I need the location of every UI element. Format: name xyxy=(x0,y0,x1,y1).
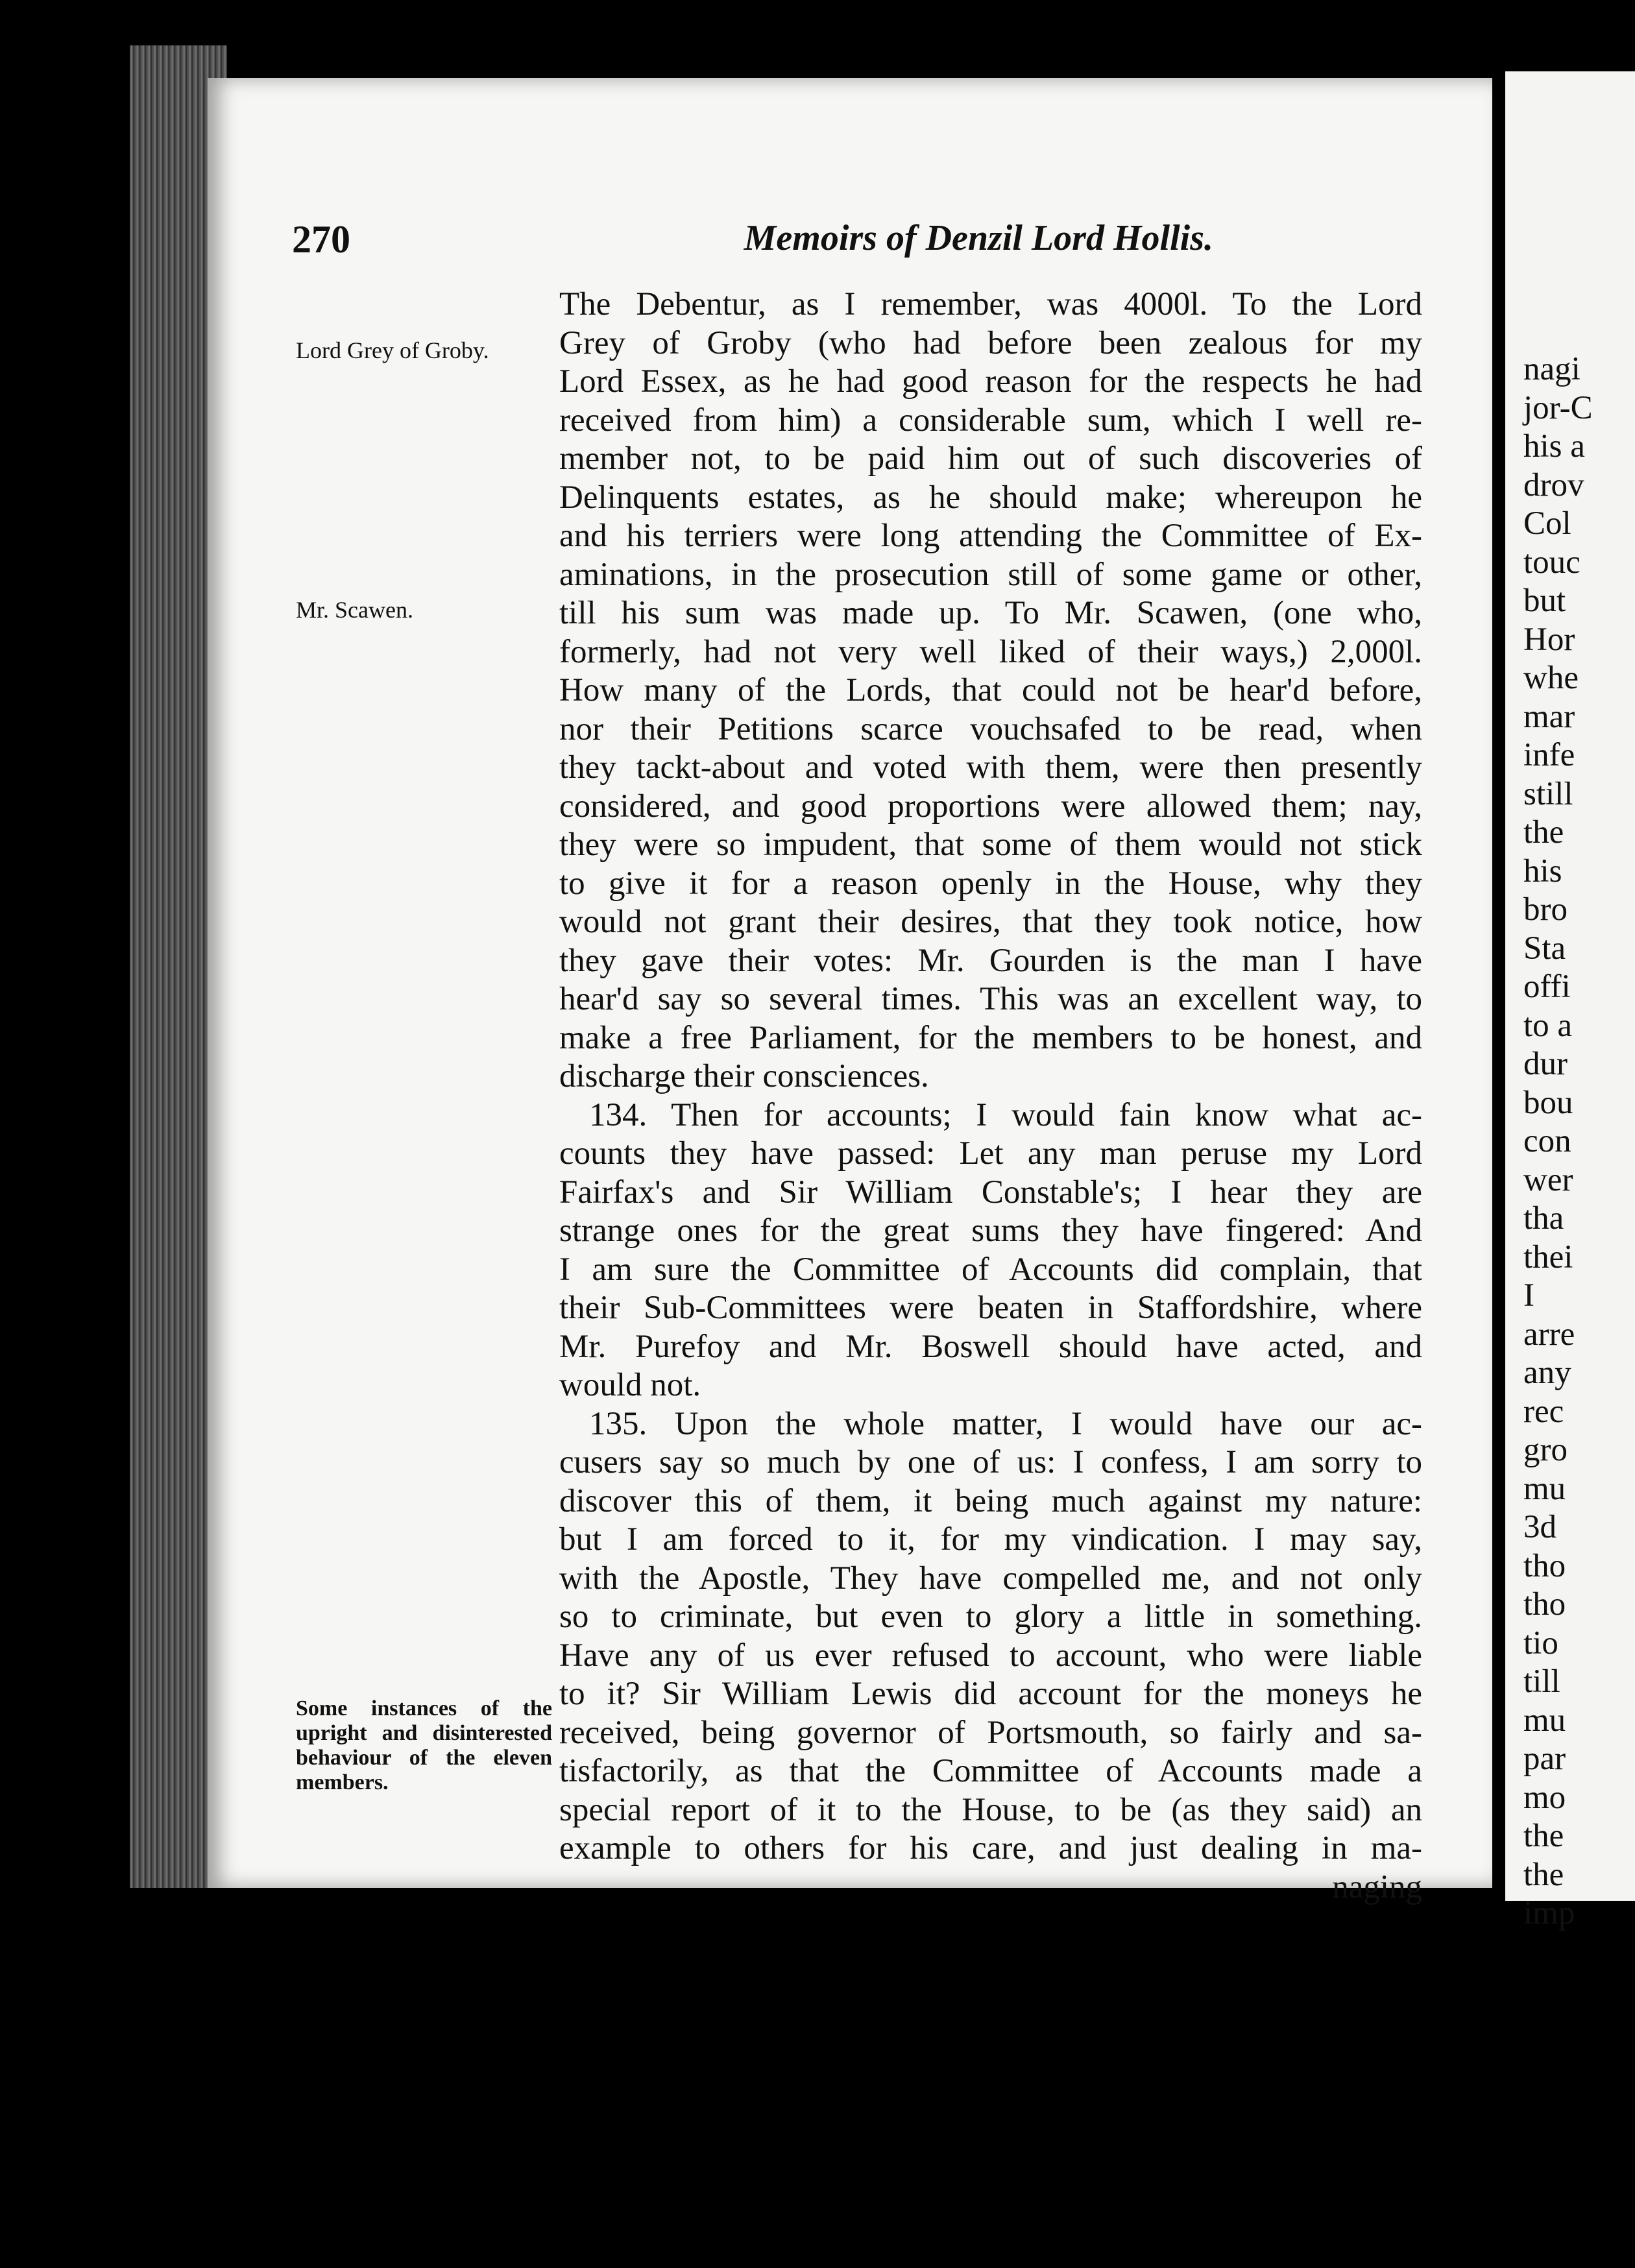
right-page-line: Col xyxy=(1523,505,1571,542)
body-line: discover this of them, it being much against my nature: xyxy=(559,1482,1422,1519)
body-line: 135. Upon the whole matter, I would have our ac- xyxy=(589,1405,1422,1442)
body-line: and his terriers were long attending the Committee of Ex- xyxy=(559,518,1422,554)
right-page-line: offi xyxy=(1523,969,1571,1005)
right-page-line: wer xyxy=(1523,1161,1573,1198)
right-page-line: mar xyxy=(1523,698,1575,735)
body-line: Have any of us ever refused to account, who were liable xyxy=(559,1637,1422,1674)
body-line: tisfactorily, as that the Committee of Accounts made a xyxy=(559,1753,1422,1789)
body-line: cusers say so much by one of us: I confess, I am sorry to xyxy=(559,1444,1422,1480)
body-line: with the Apostle, They have compelled me, and not only xyxy=(559,1560,1422,1597)
body-line: nor their Petitions scarce vouchsafed to be read, when xyxy=(559,710,1422,747)
body-line: till his sum was made up. To Mr. Scawen, (one who, xyxy=(559,595,1422,631)
right-page-line: par xyxy=(1523,1741,1566,1777)
right-page-line: infe xyxy=(1523,737,1575,773)
body-line: aminations, in the prosecution still of some game or other, xyxy=(559,556,1422,593)
right-page-line: mo xyxy=(1523,1779,1566,1816)
body-line: to give it for a reason openly in the House, why they xyxy=(559,865,1422,902)
right-page-line: tho xyxy=(1523,1586,1566,1623)
body-line: received from him) a considerable sum, which I well re- xyxy=(559,402,1422,439)
right-page-line: dur xyxy=(1523,1046,1568,1082)
body-line: Delinquents estates, as he should make; whereupon he xyxy=(559,479,1422,516)
right-page-line: mu xyxy=(1523,1470,1566,1507)
body-line: hear'd say so several times. This was an excellent way, to xyxy=(559,981,1422,1017)
right-page-line: imp xyxy=(1523,1895,1575,1931)
right-page-fragment xyxy=(1505,71,1635,1931)
body-line: 134. Then for accounts; I would fain know what ac- xyxy=(589,1096,1422,1133)
body-line: The Debentur, as I remember, was 4000l. To the Lord xyxy=(559,286,1422,322)
running-title: Memoirs of Denzil Lord Hollis. xyxy=(744,218,1213,258)
body-line: considered, and good proportions were allowed them; nay, xyxy=(559,788,1422,825)
side-note-lord-grey: Lord Grey of Groby. xyxy=(296,337,489,363)
side-note-eleven-members: Some instances of the upright and disinterested behaviour of the eleven members. xyxy=(296,1696,552,1794)
page-header xyxy=(292,217,1213,269)
body-line: strange ones for the great sums they have fingered: And xyxy=(559,1212,1422,1249)
right-page-line: the xyxy=(1523,1818,1564,1854)
right-page-line: tio xyxy=(1523,1624,1558,1661)
body-line: to it? Sir William Lewis did account for the moneys he xyxy=(559,1676,1422,1712)
right-page-line: his xyxy=(1523,852,1562,889)
right-page-line: tha xyxy=(1523,1200,1564,1237)
body-line: they gave their votes: Mr. Gourden is the man I have xyxy=(559,942,1422,979)
right-page-line: touc xyxy=(1523,544,1580,581)
body-line: How many of the Lords, that could not be hear'd before, xyxy=(559,672,1422,708)
body-line: their Sub-Committees were beaten in Staffordshire, where xyxy=(559,1290,1422,1326)
right-page-line: bro xyxy=(1523,891,1568,928)
body-line: received, being governor of Portsmouth, so fairly and sa- xyxy=(559,1714,1422,1751)
right-page-line: con xyxy=(1523,1123,1571,1159)
right-page-line: still xyxy=(1523,775,1573,812)
body-line: make a free Parliament, for the members to be honest, and xyxy=(559,1019,1422,1056)
body-line: Fairfax's and Sir William Constable's; I hear they are xyxy=(559,1174,1422,1211)
right-page-line: arre xyxy=(1523,1316,1575,1353)
body-text xyxy=(559,285,1422,1907)
body-line: Mr. Purefoy and Mr. Boswell should have acted, and xyxy=(559,1328,1422,1365)
right-page-line: the xyxy=(1523,814,1564,850)
page-number: 270 xyxy=(292,218,350,261)
right-page-line: the xyxy=(1523,1856,1564,1893)
body-line: example to others for his care, and just dealing in ma- xyxy=(559,1830,1422,1866)
body-line: member not, to be paid him out of such discoveries of xyxy=(559,440,1422,477)
body-line: counts they have passed: Let any man peruse my Lord xyxy=(559,1135,1422,1172)
right-page-line: bou xyxy=(1523,1084,1573,1121)
body-line: Lord Essex, as he had good reason for the respects he had xyxy=(559,363,1422,400)
body-line: Grey of Groby (who had before been zealous for my xyxy=(559,324,1422,361)
right-page-line: till xyxy=(1523,1663,1560,1700)
body-line: naging xyxy=(1332,1868,1422,1905)
right-page-line: Sta xyxy=(1523,930,1566,967)
right-page-line: whe xyxy=(1523,660,1579,696)
body-line: they were so impudent, that some of them would not stick xyxy=(559,826,1422,863)
body-line: they tackt-about and voted with them, were then presently xyxy=(559,749,1422,786)
right-page-line: tho xyxy=(1523,1547,1566,1584)
right-page-line: gro xyxy=(1523,1432,1568,1468)
body-line: but I am forced to it, for my vindication. I may say, xyxy=(559,1521,1422,1558)
right-page-line: drov xyxy=(1523,466,1584,503)
right-page-line: jor-C xyxy=(1523,389,1593,426)
body-line: special report of it to the House, to be (as they said) an xyxy=(559,1791,1422,1828)
right-page-line: thei xyxy=(1523,1238,1573,1275)
right-page-line: Hor xyxy=(1523,621,1575,658)
body-line: so to criminate, but even to glory a little in something. xyxy=(559,1598,1422,1635)
side-note-mr-scawen: Mr. Scawen. xyxy=(296,597,413,623)
right-page-line: but xyxy=(1523,583,1566,619)
body-line: would not. xyxy=(559,1367,701,1403)
right-page-line: I xyxy=(1523,1277,1534,1314)
right-page-line: nagi xyxy=(1523,351,1580,387)
right-page-line: his a xyxy=(1523,428,1585,464)
right-page-line: to a xyxy=(1523,1007,1573,1044)
right-page-line: 3d xyxy=(1523,1509,1556,1545)
body-line: formerly, had not very well liked of their ways,) 2,000l. xyxy=(559,633,1422,670)
body-line: I am sure the Committee of Accounts did complain, that xyxy=(559,1251,1422,1288)
right-page-line: any xyxy=(1523,1355,1571,1391)
body-line: would not grant their desires, that they took notice, how xyxy=(559,904,1422,940)
right-page-text xyxy=(1523,350,1593,1933)
right-page-line: rec xyxy=(1523,1393,1564,1430)
body-line: discharge their consciences. xyxy=(559,1058,929,1094)
right-page-line: mu xyxy=(1523,1702,1566,1739)
